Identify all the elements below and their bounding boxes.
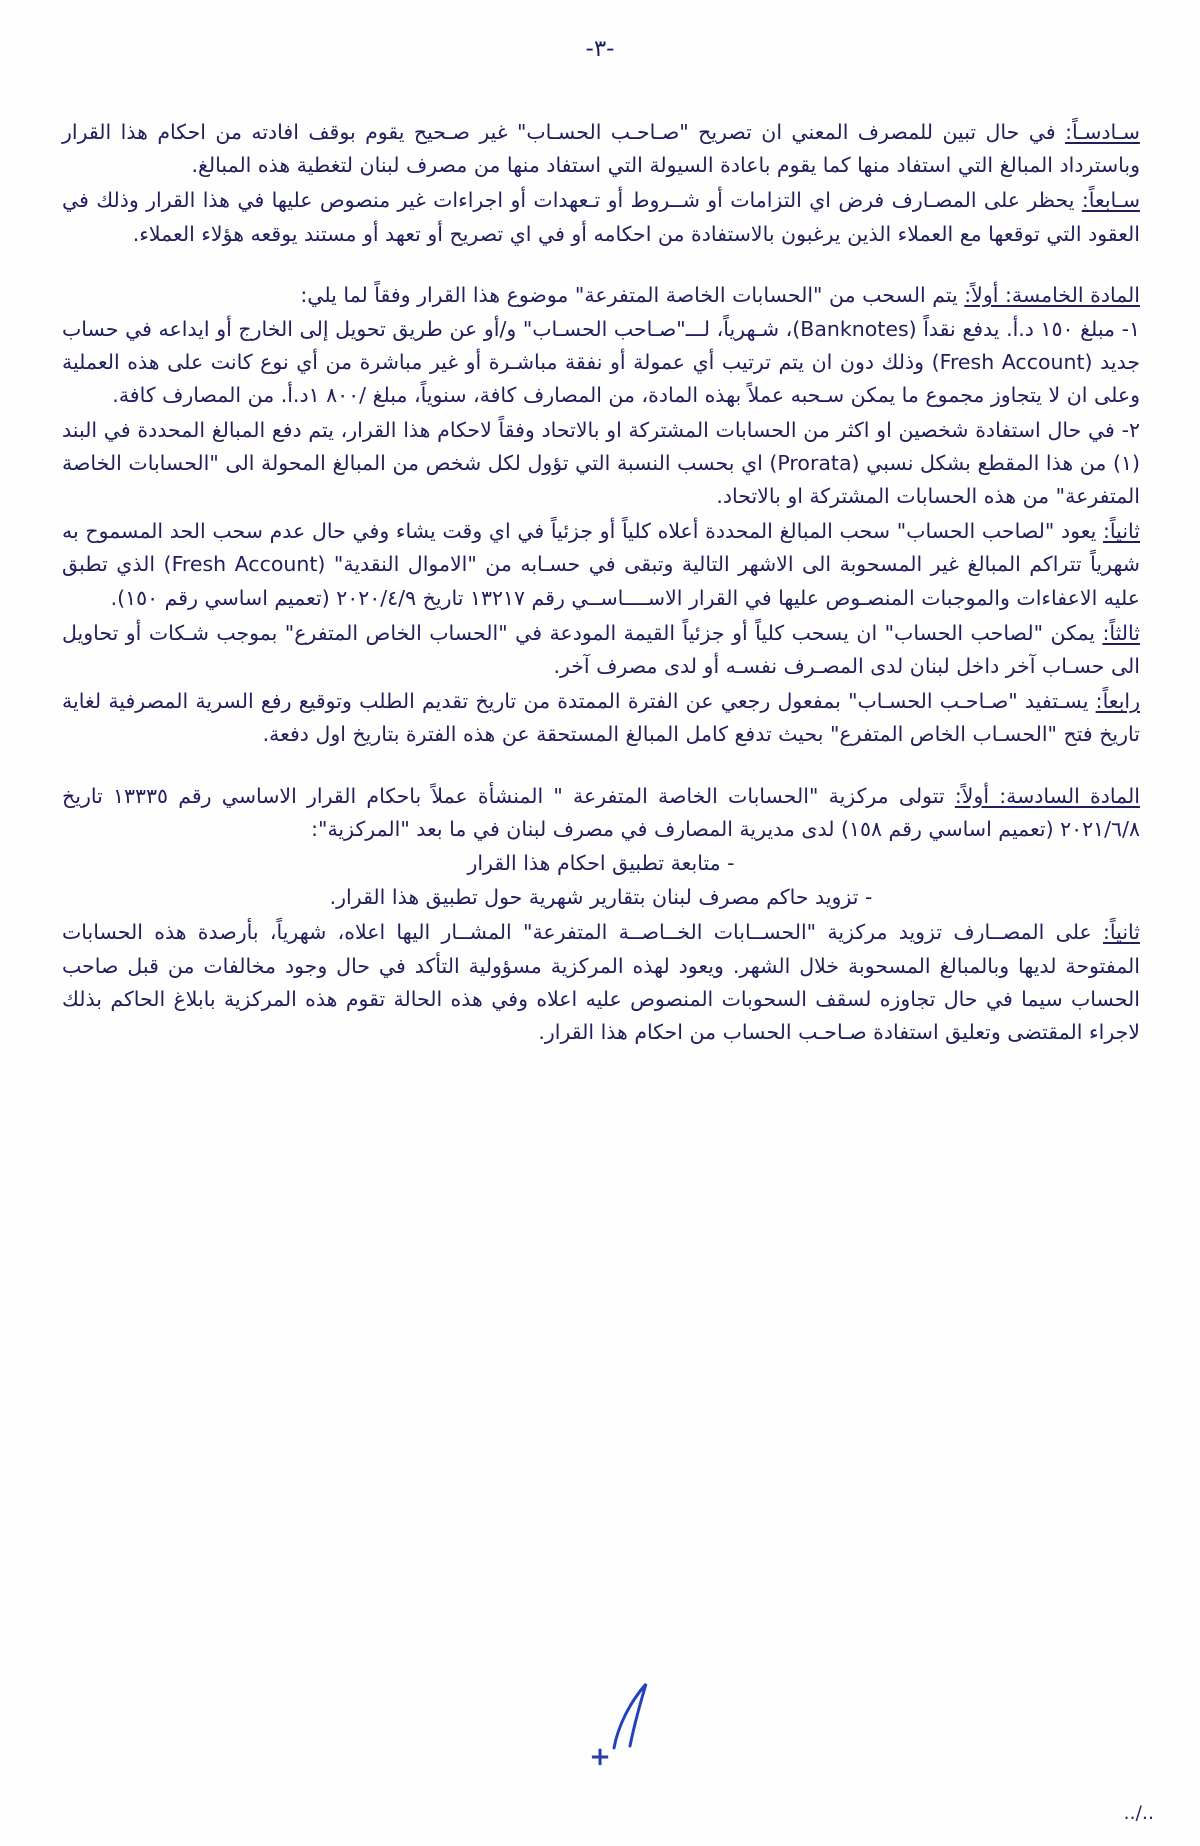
section-rabian-5 (62, 685, 1140, 751)
article-6-bullet-2: - تزويد حاكم مصرف لبنان بتقارير شهرية حول تطبيق هذا القرار. (329, 885, 873, 910)
section-sabian-paragraph: يحظر على المصـارف فرض اي التزامات أو شــروط أو تـعهدات أو اجراءات غير منصوص عليها في هذا القرار وذلك في العقود التي توقعها مع العملاء الذين يرغبون بالاستفادة من احكامه أو في اي تصريح أو تعهد أو مستند يوقعه هؤلاء العملاء. (62, 188, 1140, 246)
article-6-heading (62, 780, 1140, 846)
section-thalithan-5-lead: ثالثاً: (1102, 620, 1140, 645)
section-sadisan-paragraph: في حال تبين للمصرف المعني ان تصريح "صـاحـب الحسـاب" غير صـحيح يقوم بوقف افادته من احكام هذا القرار وباسترداد المبالغ التي استفاد منها كما يقوم باعادة السيولة التي استفاد منها من مصرف لبنان لتغطية هذه المبالغ. (62, 120, 1140, 178)
article-6-intro: تتولى مركزية "الحسابات الخاصة المتفرعة " المنشأة عملاً باحكام القرار الاساسي رقم ١٣٣٣٥ تاريخ ٢٠٢١/٦/٨ (تعميم اساسي رقم ١٥٨) لدى مديرية المصارف في مصرف لبنان في ما بعد "المركزية": (62, 783, 1140, 841)
section-article-5 (62, 279, 1140, 513)
section-sabian (62, 184, 1140, 250)
section-thanian-5-paragraph: يعود "لصاحب الحساب" سحب المبالغ المحددة أعلاه كلياً أو جزئياً في اي وقت يشاء وفي حال عدم سحب الحد المسموح به شهرياً تتراكم المبالغ غير المسحوبة الى الاشهر التالية وتبقى في حسـابه من "الاموال النقدية" (Fresh Account) الذي تطبق عليه الاعفاءات والموجبات المنصـوص عليها في القرار الاســــاســي رقم ١٣٢١٧ تاريخ ٢٠٢٠/٤/٩ (تعميم اساسي رقم ١٥٠). (62, 519, 1140, 610)
article-5-item-2: ٢- في حال استفادة شخصين او اكثر من الحسابات المشتركة او بالاتحاد وفقاً لاحكام هذا القرار، يتم دفع المبالغ المحددة في البند (١) من هذا المقطع بشكل نسبي (Prorata) اي بحسب النسبة التي تؤول لكل شخص من المبالغ المحولة الى "الحسابات الخاصة المتفرعة" من هذه الحسابات المشتركة او بالاتحاد. (62, 417, 1140, 509)
section-thalithan-5-text (62, 617, 1140, 683)
handwritten-signature-icon (600, 1674, 680, 1754)
article-5-heading (62, 279, 1140, 312)
section-thanian-6 (62, 916, 1140, 1049)
article-5-lead: المادة الخامسة: أولاً: (964, 282, 1140, 307)
document-body (62, 116, 1140, 1049)
section-rabian-5-text (62, 685, 1140, 751)
section-rabian-5-paragraph: يسـتفيد "صـاحـب الحسـاب" بمفعول رجعي عن الفترة الممتدة من تاريخ تقديم الطلب وتوقيع رفع السرية المصرفية لغاية تاريخ فتح "الحسـاب الخاص المتفرع" بحيث تدفع كامل المبالغ المستحقة عن هذه الفترة بتاريخ اول دفعة. (62, 689, 1140, 747)
article-5-intro: يتم السحب من "الحسابات الخاصة المتفرعة" موضوع هذا القرار وفقاً لما يلي: (300, 282, 958, 307)
section-sadisan-text (62, 116, 1140, 182)
section-rabian-5-lead: رابعاً: (1095, 689, 1140, 714)
section-thanian-6-lead: ثانياً: (1103, 920, 1140, 945)
section-thanian-6-paragraph: على المصــارف تزويد مركزية "الحســابات الخــاصــة المتفرعة" المشــار اليها اعلاه، شهرياً، بأرصدة هذه الحسابات المفتوحة لديها وبالمبالغ المسحوبة خلال الشهر. ويعود لهذه المركزية مسؤولية التأكد في حال وجود مخالفات من قبل صاحب الحساب سيما في حال تجاوزه لسقف السحوبات المنصوص عليه اعلاه وفي هذه الحالة تقوم هذه المركزية بابلاغ الحاكم بذلك لاجراء المقتضى وتعليق استفادة صـاحـب الحساب من احكام هذا القرار. (62, 920, 1140, 1045)
section-thanian-5-lead: ثانياً: (1103, 519, 1140, 544)
section-thanian-5-text (62, 515, 1140, 615)
section-sabian-lead: سـابعاً: (1081, 188, 1140, 213)
article-5-item-1: ١- مبلغ ١٥٠ د.أ. يدفع نقداً (Banknotes)، شـهرياً، لـــ"صـاحب الحسـاب" و/أو عن طريق تحويل إلى الخارج أو ايداعه في حساب جديد (Fresh Account) وذلك دون ان يتم ترتيب أي عمولة أو نفقة مباشـرة أو غير مباشرة من أي نوع كانت على هذه العملية وعلى ان لا يتجاوز مجموع ما يمكن سـحبه عملاً بهذه المادة، من المصارف كافة، سنوياً، مبلغ /٨٠٠ ١د.أ. من المصارف كافة. (62, 317, 1141, 408)
section-sadisan (62, 116, 1140, 182)
spacer (62, 754, 1140, 780)
ink-cross-mark: + (589, 1742, 611, 1772)
section-sabian-text (62, 184, 1140, 250)
section-thalithan-5-paragraph: يمكن "لصاحب الحساب" ان يسحب كلياً أو جزئياً القيمة المودعة في "الحساب الخاص المتفرع" بموجب شـكات أو تحاويل الى حسـاب آخر داخل لبنان لدى المصـرف نفسـه أو لدى مصرف آخر. (62, 620, 1140, 679)
section-article-6 (62, 780, 1140, 915)
page-number: -٣- (585, 36, 615, 62)
article-6-bullet-1: - متابعة تطبيق احكام هذا القرار (467, 851, 735, 876)
article-5-items (62, 313, 1140, 513)
section-thanian-5 (62, 515, 1140, 615)
page-continuation-mark: ../.. (1123, 1802, 1154, 1824)
article-6-lead: المادة السادسة: أولاً: (954, 783, 1140, 808)
section-thalithan-5 (62, 617, 1140, 683)
spacer (62, 253, 1140, 279)
section-sadisan-lead: سـادسـاً: (1065, 120, 1140, 144)
section-thanian-6-text (62, 916, 1140, 1049)
